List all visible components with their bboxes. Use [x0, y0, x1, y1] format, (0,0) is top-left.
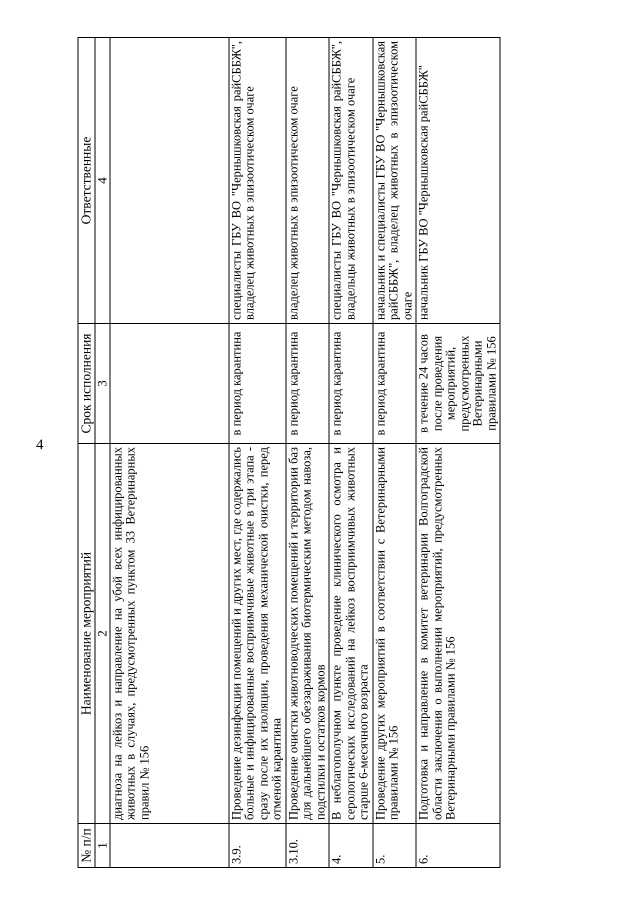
table-row — [229, 37, 286, 867]
row-num — [110, 823, 229, 867]
row-term: в течение 24 часов после проведения мероприятий, предусмотренных Ветеринарными правилами № 156 — [416, 323, 500, 443]
header-name: Наименование мероприятий — [78, 443, 95, 823]
row-name: Проведение других мероприятий в соответствии с Ветеринарными правилами № 156 — [373, 443, 417, 823]
table-row — [373, 37, 417, 867]
column-index-row — [95, 37, 110, 867]
row-num: 6. — [416, 823, 500, 867]
row-num: 3.10. — [286, 823, 330, 867]
row-name: Проведение очистки животноводческих помещений и территории баз для дальнейшего обеззараживания биотермическим методом навоза, подстилки и остатков кормов — [286, 443, 330, 823]
row-name: Подготовка и направление в комитет ветеринарии Волгоградской области заключения о выполнении мероприятий, предусмотренных Ветеринарными правилами № 156 — [416, 443, 500, 823]
header-responsible: Ответственные — [78, 37, 95, 323]
row-name: диагноза на лейкоз и направление на убой всех инфицированных животных в случаях, предусмотренных пунктом 33 Ветеринарных правил № 156 — [110, 443, 229, 823]
table-row — [416, 37, 500, 867]
table-row — [329, 37, 373, 867]
col-index-3: 3 — [95, 323, 110, 443]
col-index-2: 2 — [95, 443, 110, 823]
col-index-1: 1 — [95, 823, 110, 867]
row-responsible: специалисты ГБУ ВО "Чернышковская райСББЖ", владельцы животных в эпизоотическом очаге — [329, 37, 373, 323]
row-responsible: специалисты ГБУ ВО "Чернышковская райСББЖ", владелец животных в эпизоотическом очаге — [229, 37, 286, 323]
col-index-4: 4 — [95, 37, 110, 323]
row-responsible: начальник ГБУ ВО "Чернышковская райСББЖ" — [416, 37, 500, 323]
row-responsible: владелец животных в эпизоотическом очаге — [286, 37, 330, 323]
table-row — [286, 37, 330, 867]
header-num: № п/п — [78, 823, 95, 867]
row-term: в период карантина — [286, 323, 330, 443]
row-responsible — [110, 37, 229, 323]
row-term: в период карантина — [373, 323, 417, 443]
row-num: 3.9. — [229, 823, 286, 867]
row-num: 4. — [329, 823, 373, 867]
row-term — [110, 323, 229, 443]
row-name: Проведение дезинфекции помещений и других мест, где содержались больные и инфицированные восприимчивые животные в три этапа - сразу после их изоляции, проведения механической очистки, перед отменой карантина — [229, 443, 286, 823]
row-num: 5. — [373, 823, 417, 867]
header-term: Срок исполнения — [78, 323, 95, 443]
row-name: В неблагополучном пункте проведение клинического осмотра и серологических исследований на лейкоз восприимчивых животных старше 6-месячного возраста — [329, 443, 373, 823]
row-term: в период карантина — [329, 323, 373, 443]
rotated-table-container — [78, 38, 563, 868]
measures-table — [78, 37, 501, 868]
header-row — [78, 37, 95, 867]
row-term: в период карантина — [229, 323, 286, 443]
page-number: 4 — [36, 437, 44, 453]
row-responsible: начальник и специалисты ГБУ ВО "Чернышковская райСББЖ", владелец животных в эпизоотическом очаге — [373, 37, 417, 323]
table-row — [110, 37, 229, 867]
